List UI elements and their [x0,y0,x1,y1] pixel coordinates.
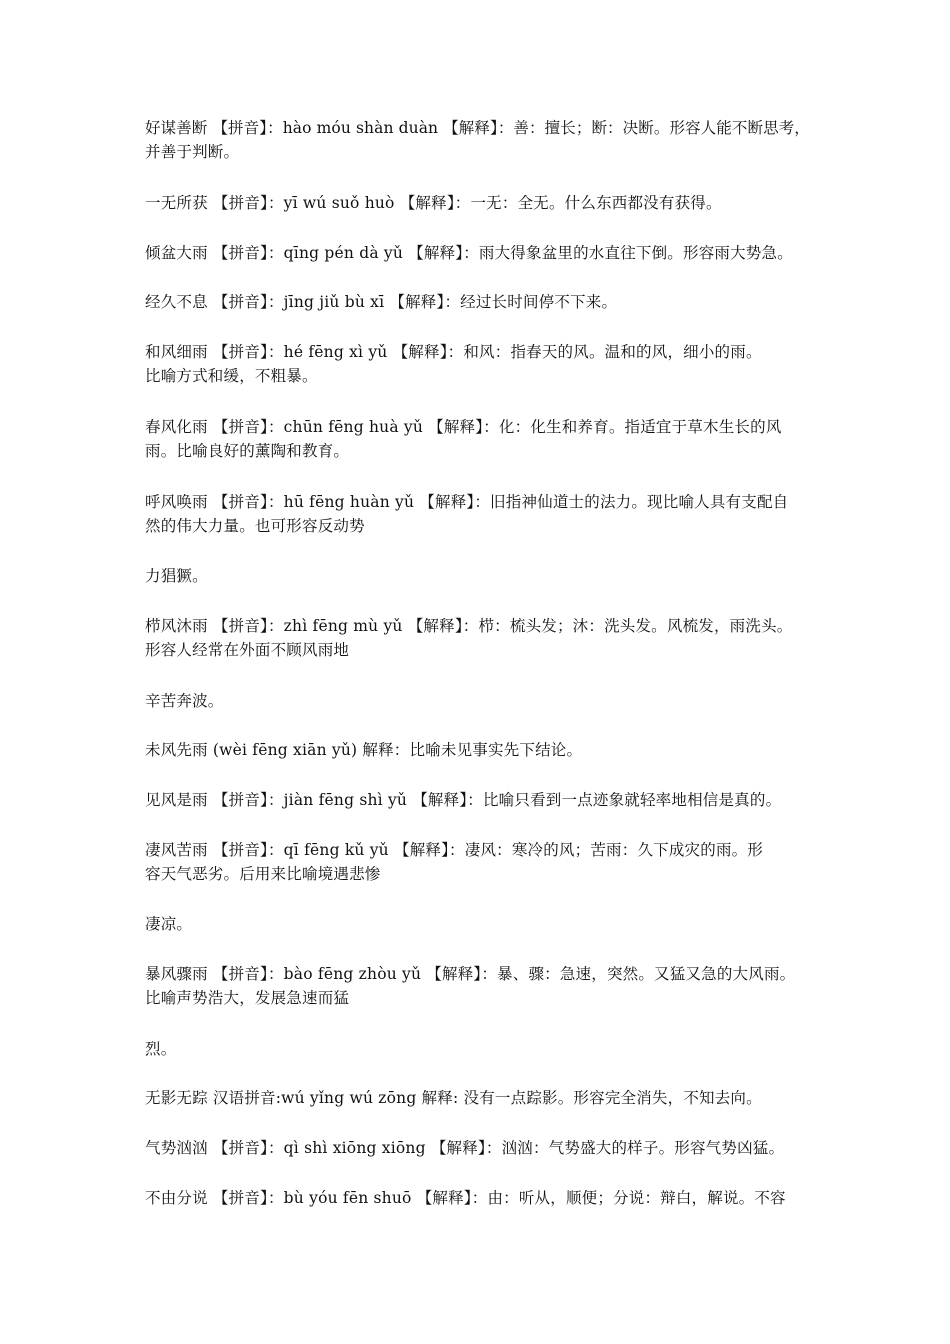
entry-line: 栉风沐雨 【拼音】：zhì fēng mù yǔ 【解释】：栉：梳头发；沐：洗头发。风梳发，雨洗头。 [145,617,793,635]
idiom-entry [145,614,810,662]
entry-line: 并善于判断。 [145,143,240,161]
idiom-entry [145,738,810,762]
entry-continuation [145,689,810,713]
entry-line: 倾盆大雨 【拼音】：qīng pén dà yǔ 【解释】：雨大得象盆里的水直往下倒。形容雨大势急。 [145,244,793,262]
idiom-entry [145,415,810,463]
idiom-entry [145,191,810,215]
idiom-entry [145,1086,810,1110]
entry-line: 然的伟大力量。也可形容反动势 [145,517,365,535]
entry-line: 凄凉。 [145,915,193,933]
idiom-entry [145,788,810,812]
entry-line: 经久不息 【拼音】：jīng jiǔ bù xī 【解释】：经过长时间停不下来。 [145,293,618,311]
entry-line: 呼风唤雨 【拼音】：hū fēng huàn yǔ 【解释】：旧指神仙道士的法力。现比喻人具有支配自 [145,493,789,511]
entry-line: 无影无踪 汉语拼音:wú yǐng wú zōng 解释: 没有一点踪影。形容完全消失，不知去向。 [145,1089,762,1107]
entry-line: 烈。 [145,1040,177,1058]
entry-line: 见风是雨 【拼音】：jiàn fēng shì yǔ 【解释】：比喻只看到一点迹象就轻率地相信是真的。 [145,791,782,809]
idiom-entry [145,116,810,164]
entry-line: 比喻方式和缓，不粗暴。 [145,367,318,385]
entry-line: 凄风苦雨 【拼音】：qī fēng kǔ yǔ 【解释】：凄风：寒冷的风；苦雨：久下成灾的雨。形 [145,841,764,859]
entry-line: 不由分说 【拼音】：bù yóu fēn shuō 【解释】：由：听从，顺便；分说：辩白，解说。不容 [145,1189,786,1207]
entry-line: 未风先雨 (wèi fēng xiān yǔ) 解释：比喻未见事实先下结论。 [145,741,583,759]
idiom-entry [145,1136,810,1160]
entry-line: 和风细雨 【拼音】：hé fēng xì yǔ 【解释】：和风：指春天的风。温和的风，细小的雨。 [145,343,762,361]
idiom-entry [145,290,810,314]
idiom-entry [145,490,810,538]
entry-line: 雨。比喻良好的薰陶和教育。 [145,442,350,460]
entry-line: 好谋善断 【拼音】：hào móu shàn duàn 【解释】：善：擅长；断：决断。形容人能不断思考， [145,119,810,137]
entry-line: 暴风骤雨 【拼音】：bào fēng zhòu yǔ 【解释】：暴、骤：急速，突然。又猛又急的大风雨。 [145,965,796,983]
entry-line: 气势汹汹 【拼音】：qì shì xiōng xiōng 【解释】：汹汹：气势盛大的样子。形容气势凶猛。 [145,1139,785,1157]
entry-line: 容天气恶劣。后用来比喻境遇悲惨 [145,865,381,883]
idiom-entry [145,340,810,388]
entry-line: 力猖獗。 [145,567,208,585]
idiom-entry [145,962,810,1010]
entry-continuation [145,564,810,588]
idiom-entry [145,241,810,265]
entry-continuation [145,1037,810,1061]
entry-line: 形容人经常在外面不顾风雨地 [145,641,350,659]
entry-line: 比喻声势浩大，发展急速而猛 [145,989,350,1007]
entry-line: 春风化雨 【拼音】：chūn fēng huà yǔ 【解释】：化：化生和养育。指适宜于草木生长的风 [145,418,782,436]
entry-continuation [145,912,810,936]
entry-line: 一无所获 【拼音】：yī wú suǒ huò 【解释】：一无：全无。什么东西都没有获得。 [145,194,722,212]
idiom-entry [145,1186,810,1210]
idiom-entry [145,838,810,886]
entry-line: 辛苦奔波。 [145,692,224,710]
